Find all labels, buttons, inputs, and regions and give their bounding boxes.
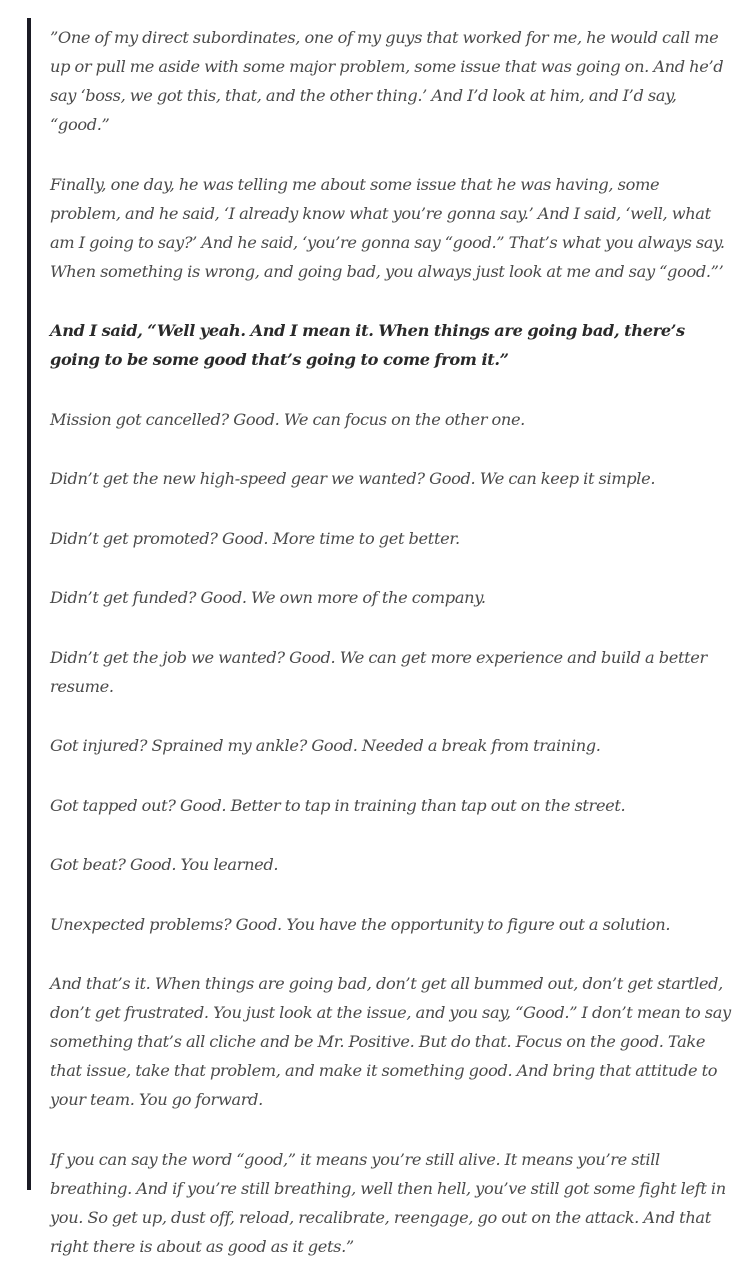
quote-paragraph-9: Got injured? Sprained my ankle? Good. Needed a break from training. xyxy=(50,736,601,755)
quote-paragraph-2: Finally, one day, he was telling me about some issue that he was having, some problem, and he said, ‘I already know what you’re gonna say.’ And I said, ‘well, what am I going to say?’ And he said, ‘you’re gonna say “good.” That’s what you always say. When something is wrong, and going bad, you always just look at me and say “good.”’ xyxy=(50,174,725,281)
blockquote xyxy=(27,18,731,1256)
quote-paragraph-14: If you can say the word “good,” it means you’re still alive. It means you’re still breathing. And if you’re still breathing, well then hell, you’ve still got some fight left in you. So get up, dust off, reload, recalibrate, reengage, go out on the attack. And that right there is about as good as it gets.” xyxy=(50,1149,726,1256)
quote-paragraph-12: Unexpected problems? Good. You have the opportunity to figure out a solution. xyxy=(50,914,671,934)
quote-paragraph-1: ”One of my direct subordinates, one of my guys that worked for me, he would call me up or pull me aside with some major problem, some issue that was going on. And he’d say ‘boss, we got this, that, and the other thing.’ And I’d look at him, and I’d say, “good.” xyxy=(50,28,724,134)
quote-paragraph-11: Got beat? Good. You learned. xyxy=(50,855,279,874)
quote-paragraph-10: Got tapped out? Good. Better to tap in training than tap out on the street. xyxy=(50,795,626,815)
quote-paragraph-4: Mission got cancelled? Good. We can focus on the other one. xyxy=(50,409,525,429)
quote-paragraph-8: Didn’t get the job we wanted? Good. We can get more experience and build a better resume. xyxy=(50,647,707,696)
quote-paragraph-6: Didn’t get promoted? Good. More time to get better. xyxy=(50,528,460,548)
quote-paragraph-bold: And I said, “Well yeah. And I mean it. When things are going bad, there’s going to be some good that’s going to come from it.” xyxy=(50,321,685,369)
quote-paragraph-13: And that’s it. When things are going bad, don’t get all bummed out, don’t get startled, don’t get frustrated. You just look at the issue, and you say, “Good.” I don’t mean to say something that’s all cliche and be Mr. Positive. But do that. Focus on the good. Take that issue, take that problem, and make it something good. And bring that attitude to your team. You go forward. xyxy=(50,974,731,1109)
quote-paragraph-7: Didn’t get funded? Good. We own more of the company. xyxy=(50,588,486,607)
quote-paragraph-5: Didn’t get the new high-speed gear we wanted? Good. We can keep it simple. xyxy=(50,469,656,488)
